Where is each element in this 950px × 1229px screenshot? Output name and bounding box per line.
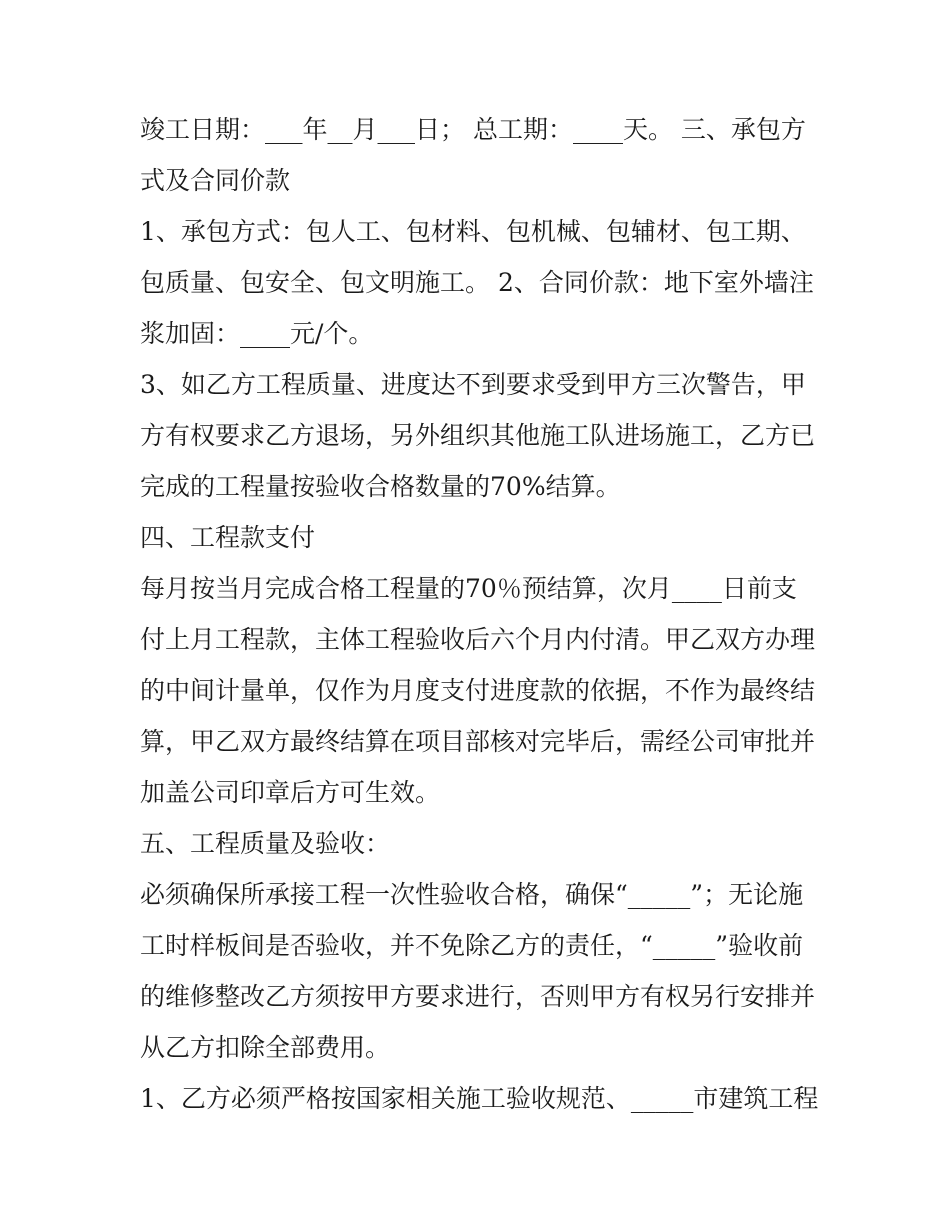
paragraph-completion-date: 竣工日期：___年__月___日； 总工期：____天。 三、承包方式及合同价款 [140,115,806,195]
section-heading-payment: 四、工程款支付 [140,523,316,552]
paragraph-standards: 1、乙方必须严格按国家相关施工验收规范、_____市建筑工程 [140,1084,819,1113]
paragraph-contract-method: 1、承包方式：包人工、包材料、包机械、包辅材、包工期、包质量、包安全、包文明施工。 2、合同价款：地下室外墙注浆加固：____元/个。 [140,217,814,348]
paragraph-acceptance: 必须确保所承接工程一次性验收合格，确保“_____”；无论施工时样板间是否验收，并不免除乙方的责任，“_____”验收前的维修整改乙方须按甲方要求进行，否则甲方有权另行安排并从乙方扣除全部费用。 [140,880,816,1062]
paragraph-quality-warning: 3、如乙方工程质量、进度达不到要求受到甲方三次警告，甲方有权要求乙方退场，另外组织其他施工队进场施工，乙方已完成的工程量按验收合格数量的70%结算。 [140,370,816,501]
document-page [140,104,820,1124]
section-heading-quality: 五、工程质量及验收： [140,829,391,858]
paragraph-payment-terms: 每月按当月完成合格工程量的70％预结算，次月____日前支付上月工程款，主体工程验收后六个月内付清。甲乙双方办理的中间计量单，仅作为月度支付进度款的依据，不作为最终结算，甲乙双方最终结算在项目部核对完毕后，需经公司审批并加盖公司印章后方可生效。 [140,574,816,807]
